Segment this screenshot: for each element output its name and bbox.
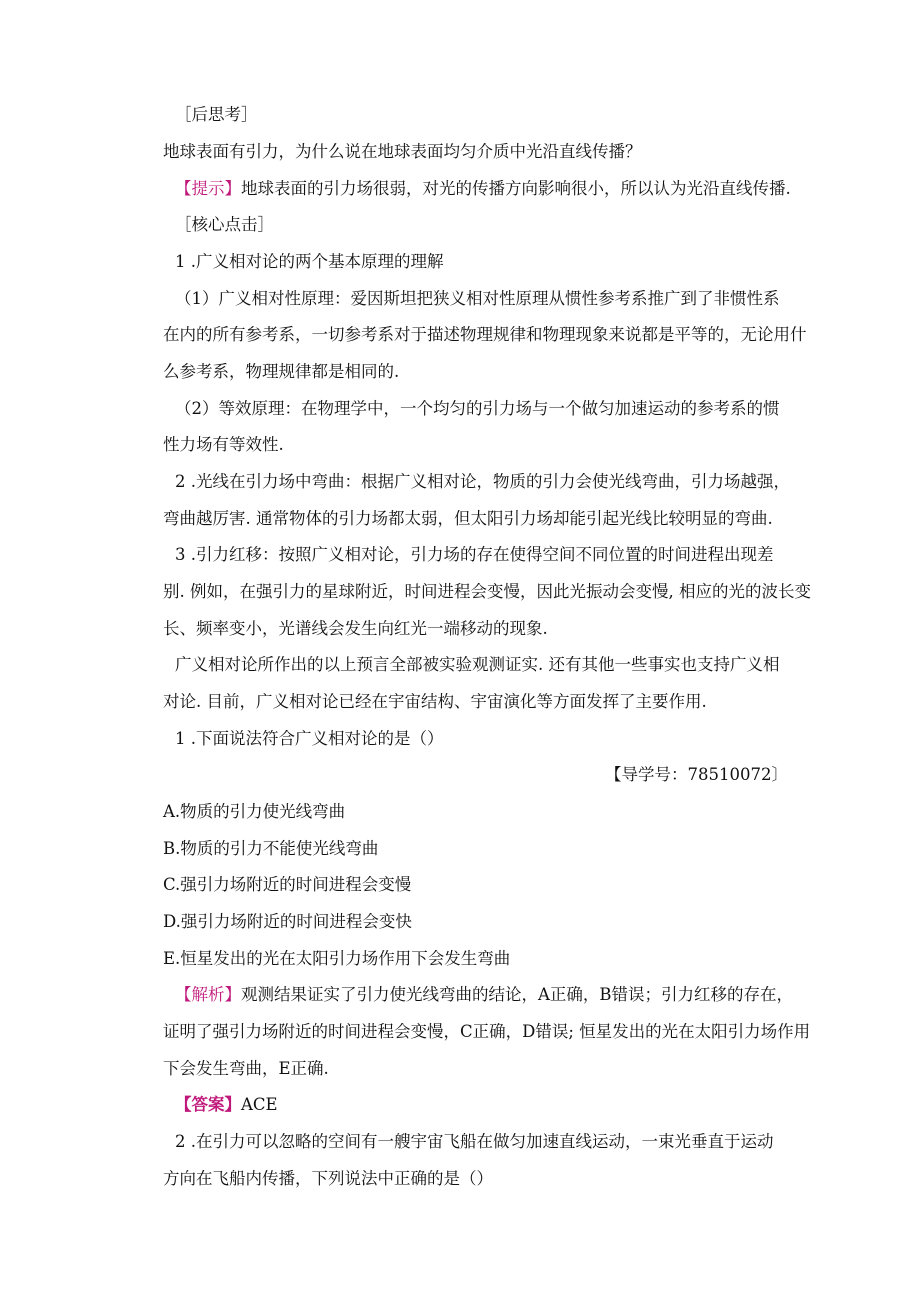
summary-line-2: 对论. 目前，广义相对论已经在宇宙结构、宇宙演化等方面发挥了主要作用. (163, 692, 707, 711)
post-think-question: 地球表面有引力，为什么说在地球表面均匀介质中光沿直线传播？ (163, 142, 642, 161)
hint-text: 地球表面的引力场很弱，对光的传播方向影响很小，所以认为光沿直线传播. (241, 179, 791, 198)
question-2-line-2: 方向在飞船内传播，下列说法中正确的是（） (163, 1169, 493, 1188)
question-1-reference: 【导学号：78510072〕 (605, 765, 788, 784)
section-3-line-1: 3 .引力红移：按照广义相对论，引力场的存在使得空间不同位置的时间进程出现差 (175, 545, 774, 564)
question-1-option-a: A.物质的引力使光线弯曲 (163, 802, 346, 821)
section-3-line-3: 长、频率变小，光谱线会发生向红光一端移动的现象. (163, 619, 548, 638)
section-2-line-2: 弯曲越厉害. 通常物体的引力场都太弱，但太阳引力场却能引起光线比较明显的弯曲. (163, 509, 773, 528)
hint-tag: 【提示】 (175, 179, 241, 198)
question-1-option-e: E.恒星发出的光在太阳引力场作用下会发生弯曲 (163, 949, 511, 968)
analysis-line-2: 证明了强引力场附近的时间进程会变慢，C正确，D错误; 恒星发出的光在太阳引力场作用 (163, 1022, 811, 1041)
section-1-paragraph-1-line-1: （1）广义相对性原理：爱因斯坦把狭义相对性原理从惯性参考系推广到了非惯性系 (175, 289, 780, 308)
section-1-title: 1 .广义相对论的两个基本原理的理解 (175, 252, 444, 271)
section-2-line-1: 2 .光线在引力场中弯曲：根据广义相对论，物质的引力会使光线弯曲，引力场越强， (175, 472, 790, 491)
question-1-stem: 1 .下面说法符合广义相对论的是（） (175, 729, 444, 748)
question-1-option-d: D.强引力场附近的时间进程会变快 (163, 912, 412, 931)
question-1-option-b: B.物质的引力不能使光线弯曲 (163, 839, 379, 858)
section-1-paragraph-1-line-2: 在内的所有参考系，一切参考系对于描述物理规律和物理现象来说都是平等的，无论用什 (163, 325, 807, 344)
post-think-header: ［后思考］ (175, 105, 258, 124)
hint-paragraph (175, 178, 791, 200)
analysis-line-3: 下会发生弯曲，E正确. (163, 1059, 329, 1078)
question-1-option-c: C.强引力场附近的时间进程会变慢 (163, 875, 412, 894)
core-header: ［核心点击］ (175, 215, 274, 234)
question-2-line-1: 2 .在引力可以忽略的空间有一艘宇宙飞船在做匀加速直线运动，一束光垂直于运动 (175, 1132, 774, 1151)
analysis-paragraph (175, 984, 793, 1006)
section-3-line-2: 别. 例如，在强引力的星球附近，时间进程会变慢，因此光振动会变慢, 相应的光的波长变 (163, 582, 811, 601)
section-1-paragraph-1-line-3: 么参考系，物理规律都是相同的. (163, 362, 400, 381)
analysis-tag: 【解析】 (175, 985, 241, 1004)
section-1-paragraph-2-line-1: （2）等效原理：在物理学中，一个均匀的引力场与一个做匀加速运动的参考系的惯 (175, 399, 780, 418)
section-1-paragraph-2-line-2: 性力场有等效性. (163, 435, 284, 454)
analysis-line-1: 观测结果证实了引力使光线弯曲的结论，A正确，B错误；引力红移的存在， (241, 985, 794, 1004)
summary-line-1: 广义相对论所作出的以上预言全部被实验观测证实. 还有其他一些事实也支持广义相 (175, 655, 780, 674)
answer-tag: 【答案】 (175, 1095, 241, 1114)
answer-paragraph (175, 1094, 278, 1116)
answer-value: ACE (241, 1095, 278, 1114)
